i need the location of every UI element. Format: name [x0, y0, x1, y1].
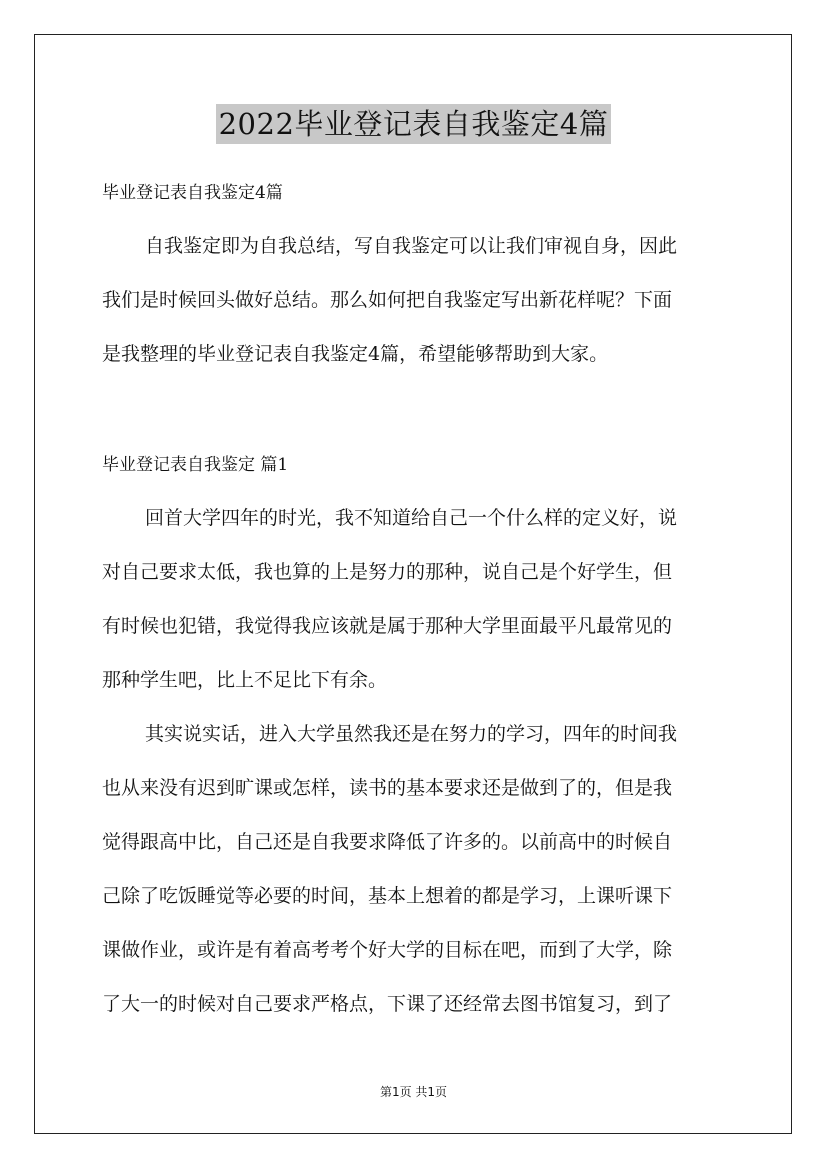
paragraph2-line-4: 己除了吃饭睡觉等必要的时间，基本上想着的都是学习，上课听课下: [102, 885, 673, 907]
paragraph2-line-6: 了大一的时候对自己要求严格点，下课了还经常去图书馆复习，到了: [102, 993, 673, 1015]
document-subtitle: 毕业登记表自我鉴定4篇: [102, 183, 283, 203]
page-number: 第1页 共1页: [379, 1085, 448, 1099]
document-title: 2022毕业登记表自我鉴定4篇: [216, 104, 612, 144]
section-heading: 毕业登记表自我鉴定 篇1: [102, 455, 289, 475]
paragraph1-line-2: 对自己要求太低，我也算的上是努力的那种，说自己是个好学生，但: [102, 561, 673, 583]
title-container: [0, 104, 827, 144]
paragraph1-line-3: 有时候也犯错，我觉得我应该就是属于那种大学里面最平凡最常见的: [102, 615, 673, 637]
intro-line-1: 自我鉴定即为自我总结，写自我鉴定可以让我们审视自身，因此: [145, 235, 678, 257]
paragraph2-line-3: 觉得跟高中比，自己还是自我要求降低了许多的。以前高中的时候自: [102, 831, 673, 853]
intro-line-3: 是我整理的毕业登记表自我鉴定4篇，希望能够帮助到大家。: [102, 343, 609, 365]
paragraph2-line-2: 也从来没有迟到旷课或怎样，读书的基本要求还是做到了的，但是我: [102, 777, 673, 799]
paragraph2-line-5: 课做作业，或许是有着高考考个好大学的目标在吧，而到了大学，除: [102, 939, 673, 961]
paragraph2-line-1: 其实说实话，进入大学虽然我还是在努力的学习，四年的时间我: [145, 723, 678, 745]
paragraph1-line-4: 那种学生吧，比上不足比下有余。: [102, 669, 388, 691]
paragraph1-line-1: 回首大学四年的时光，我不知道给自己一个什么样的定义好，说: [145, 507, 678, 529]
intro-line-2: 我们是时候回头做好总结。那么如何把自我鉴定写出新花样呢？下面: [102, 289, 673, 311]
